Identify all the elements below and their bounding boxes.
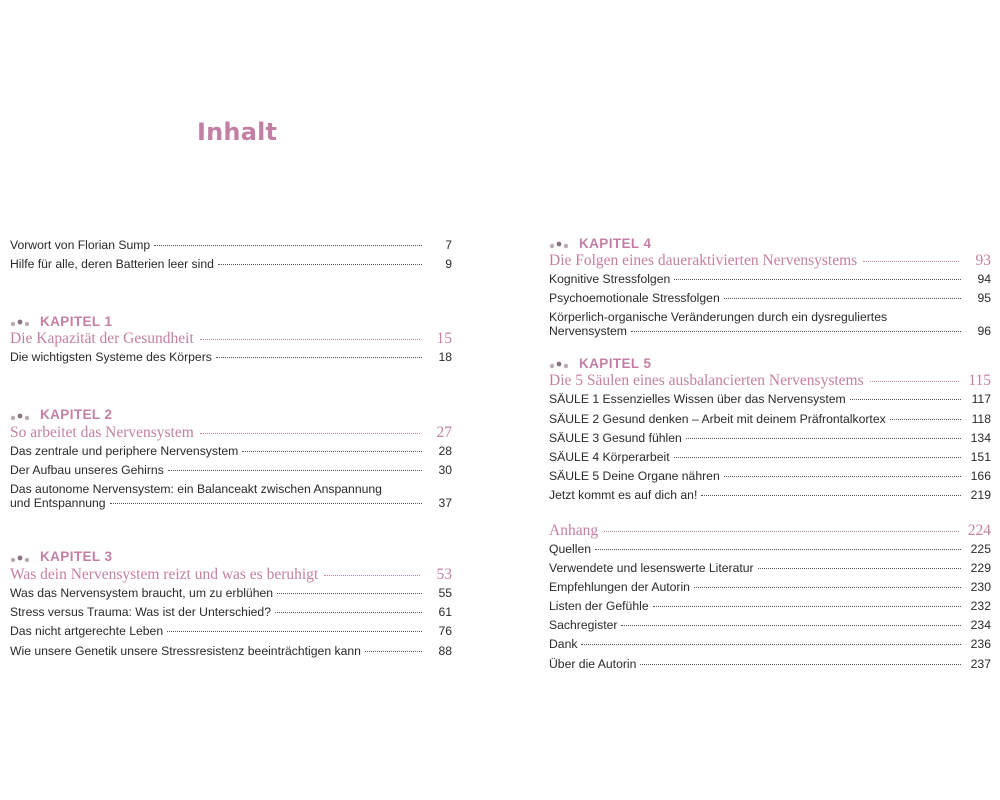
entry-page: 94	[977, 272, 991, 286]
entry-page: 134	[970, 430, 991, 445]
dot-leader	[674, 279, 961, 280]
dot-leader	[640, 664, 961, 665]
entry-title: Das autonome Nervensystem: ein Balanceakt zwischen Anspannung	[10, 481, 382, 496]
entry-title: Jetzt kommt es auf dich an!	[549, 488, 698, 503]
three-dots-ornament-icon	[10, 552, 34, 562]
toc-entry[interactable]	[549, 599, 991, 618]
entry-title: Empfehlungen der Autorin	[549, 579, 690, 594]
entry-title: Listen der Gefühle	[549, 599, 649, 614]
entry-title: Das zentrale und periphere Nervensystem	[10, 443, 239, 458]
entry-page: 37	[438, 495, 452, 510]
front-matter	[10, 238, 452, 276]
entry-page: 166	[970, 469, 991, 484]
toc-entry[interactable]	[549, 310, 991, 344]
chapter-title-row[interactable]	[10, 330, 452, 350]
appendix-title-row[interactable]	[549, 522, 991, 542]
chapter-number: KAPITEL 1	[40, 313, 113, 329]
entry-title: Quellen	[549, 541, 592, 556]
entry-title: Wie unsere Genetik unsere Stressresistenz beeinträchtigen kann	[10, 643, 361, 658]
dot-leader	[167, 631, 422, 632]
chapter-1	[10, 312, 452, 369]
dot-leader	[216, 357, 422, 358]
dot-leader	[701, 495, 961, 496]
chapter-4	[549, 234, 991, 344]
entry-page: 151	[970, 449, 991, 464]
entry-title: SÄULE 5 Deine Organe nähren	[549, 469, 720, 484]
three-dots-ornament-icon	[10, 410, 34, 420]
dot-leader	[870, 381, 959, 382]
chapter-label	[10, 312, 452, 330]
dot-leader	[724, 476, 961, 477]
toc-entry[interactable]	[549, 431, 991, 450]
three-dots-ornament-icon	[549, 358, 573, 368]
entry-page: 96	[977, 324, 991, 339]
dot-leader	[890, 419, 961, 420]
chapter-number: KAPITEL 2	[40, 407, 113, 423]
dot-leader	[242, 451, 422, 452]
dot-leader	[621, 625, 961, 626]
entry-page: 30	[438, 462, 452, 477]
chapter-title: Was dein Nervensystem reizt und was es beruhigt	[10, 565, 319, 583]
chapter-5	[549, 354, 991, 507]
entry-title: Psychoemotionale Stressfolgen	[549, 291, 720, 306]
entry-page: 88	[438, 643, 452, 658]
entry-page: 9	[445, 257, 452, 272]
entry-title: Der Aufbau unseres Gehirns	[10, 462, 164, 477]
dot-leader	[863, 261, 959, 262]
dot-leader	[631, 331, 961, 332]
dot-leader	[686, 438, 961, 439]
entry-page: 237	[970, 656, 991, 671]
dot-leader	[200, 339, 420, 340]
entry-title: SÄULE 1 Essenzielles Wissen über das Nervensystem	[549, 392, 846, 407]
dot-leader	[365, 651, 422, 652]
entry-page: 225	[970, 541, 991, 556]
toc-entry[interactable]	[549, 272, 991, 291]
toc-left-column	[10, 238, 452, 663]
entry-title: Körperlich-organische Veränderungen durch ein dysreguliertes	[549, 310, 888, 325]
chapter-3	[10, 548, 452, 663]
toc-entry[interactable]	[549, 412, 991, 431]
entry-title: Über die Autorin	[549, 656, 637, 671]
toc-entry[interactable]	[549, 561, 991, 580]
entry-title: Das nicht artgerechte Leben	[10, 624, 164, 639]
entry-title: Verwendete und lesenswerte Literatur	[549, 560, 754, 575]
chapter-title-row[interactable]	[549, 252, 991, 272]
dot-leader	[581, 644, 961, 645]
toc-entry[interactable]	[549, 542, 991, 561]
chapter-title: Die 5 Säulen eines ausbalancierten Nervensystems	[549, 372, 864, 390]
toc-entry[interactable]	[549, 637, 991, 656]
toc-entry[interactable]	[10, 463, 452, 482]
chapter-page: 93	[975, 252, 991, 269]
chapter-title-row[interactable]	[10, 424, 452, 444]
entry-title: Stress versus Trauma: Was ist der Unterschied?	[10, 605, 271, 620]
toc-entry[interactable]	[549, 291, 991, 310]
dot-leader	[154, 245, 422, 246]
toc-entry[interactable]	[10, 444, 452, 463]
toc-entry[interactable]	[549, 392, 991, 411]
dot-leader	[168, 470, 422, 471]
dot-leader	[324, 575, 420, 576]
entry-page: 95	[977, 291, 991, 306]
appendix-title: Anhang	[549, 521, 599, 539]
dot-leader	[694, 587, 961, 588]
toc-entry[interactable]	[10, 257, 452, 276]
chapter-title: Die Folgen eines daueraktivierten Nervensystems	[549, 252, 858, 269]
chapter-page: 115	[968, 372, 991, 390]
entry-page: 234	[970, 618, 991, 633]
page-title: Inhalt	[197, 118, 278, 146]
chapter-label	[549, 354, 991, 372]
appendix-page: 224	[967, 521, 991, 539]
entry-page: 61	[438, 605, 452, 620]
entry-title: SÄULE 4 Körperarbeit	[549, 449, 670, 464]
dot-leader	[850, 399, 961, 400]
entry-title: Dank	[549, 637, 578, 652]
three-dots-ornament-icon	[10, 316, 34, 326]
entry-page: 230	[970, 579, 991, 594]
toc-entry[interactable]	[549, 580, 991, 599]
chapter-title-row[interactable]	[10, 566, 452, 586]
dot-leader	[595, 549, 961, 550]
dot-leader	[758, 568, 961, 569]
chapter-number: KAPITEL 3	[40, 549, 113, 565]
entry-title: Die wichtigsten Systeme des Körpers	[10, 350, 212, 365]
entry-title: Vorwort von Florian Sump	[10, 238, 151, 252]
toc-entry[interactable]	[549, 488, 991, 507]
appendix	[549, 522, 991, 676]
dot-leader	[724, 298, 961, 299]
dot-leader	[604, 531, 959, 532]
entry-title-continued: und Entspannung	[10, 495, 106, 510]
entry-page: 7	[445, 238, 452, 252]
entry-title: SÄULE 3 Gesund fühlen	[549, 430, 682, 445]
toc-entry[interactable]	[549, 469, 991, 488]
toc-entry[interactable]	[549, 450, 991, 469]
entry-title: Kognitive Stressfolgen	[549, 272, 671, 286]
entry-page: 236	[970, 637, 991, 652]
chapter-2	[10, 406, 452, 516]
entry-title: Was das Nervensystem braucht, um zu erblühen	[10, 585, 274, 600]
three-dots-ornament-icon	[549, 238, 573, 248]
entry-title: Hilfe für alle, deren Batterien leer sind	[10, 257, 214, 272]
entry-page: 18	[438, 350, 452, 365]
chapter-title: Die Kapazität der Gesundheit	[10, 330, 194, 348]
entry-page: 219	[970, 488, 991, 503]
dot-leader	[218, 264, 422, 265]
toc-entry[interactable]	[10, 624, 452, 643]
chapter-label	[10, 406, 452, 424]
entry-title: Sachregister	[549, 618, 618, 633]
dot-leader	[110, 503, 422, 504]
toc-right-column	[549, 234, 991, 676]
entry-page: 28	[438, 443, 452, 458]
entry-page: 76	[438, 624, 452, 639]
toc-entry[interactable]	[10, 350, 452, 369]
chapter-number: KAPITEL 5	[579, 355, 652, 371]
dot-leader	[674, 457, 961, 458]
dot-leader	[277, 593, 422, 594]
chapter-label	[10, 548, 452, 566]
dot-leader	[275, 612, 422, 613]
chapter-page: 27	[436, 423, 452, 441]
toc-entry[interactable]	[549, 657, 991, 676]
toc-entry[interactable]	[10, 586, 452, 605]
toc-entry[interactable]	[10, 238, 452, 257]
entry-page: 118	[971, 411, 991, 426]
toc-entry[interactable]	[549, 618, 991, 637]
toc-entry[interactable]	[10, 644, 452, 663]
entry-page: 55	[438, 585, 452, 600]
chapter-page: 53	[436, 565, 452, 583]
entry-page: 232	[970, 599, 991, 614]
chapter-number: KAPITEL 4	[579, 235, 652, 251]
chapter-title: So arbeitet das Nervensystem	[10, 423, 194, 441]
chapter-page: 15	[436, 330, 452, 348]
toc-entry[interactable]	[10, 482, 452, 516]
toc-entry[interactable]	[10, 605, 452, 624]
chapter-title-row[interactable]	[549, 372, 991, 392]
chapter-label	[549, 234, 991, 252]
dot-leader	[200, 433, 420, 434]
dot-leader	[653, 606, 961, 607]
entry-page: 117	[971, 392, 991, 407]
entry-title: SÄULE 2 Gesund denken – Arbeit mit deinem Präfrontalkortex	[549, 411, 886, 426]
entry-page: 229	[970, 560, 991, 575]
entry-title-continued: Nervensystem	[549, 324, 627, 339]
